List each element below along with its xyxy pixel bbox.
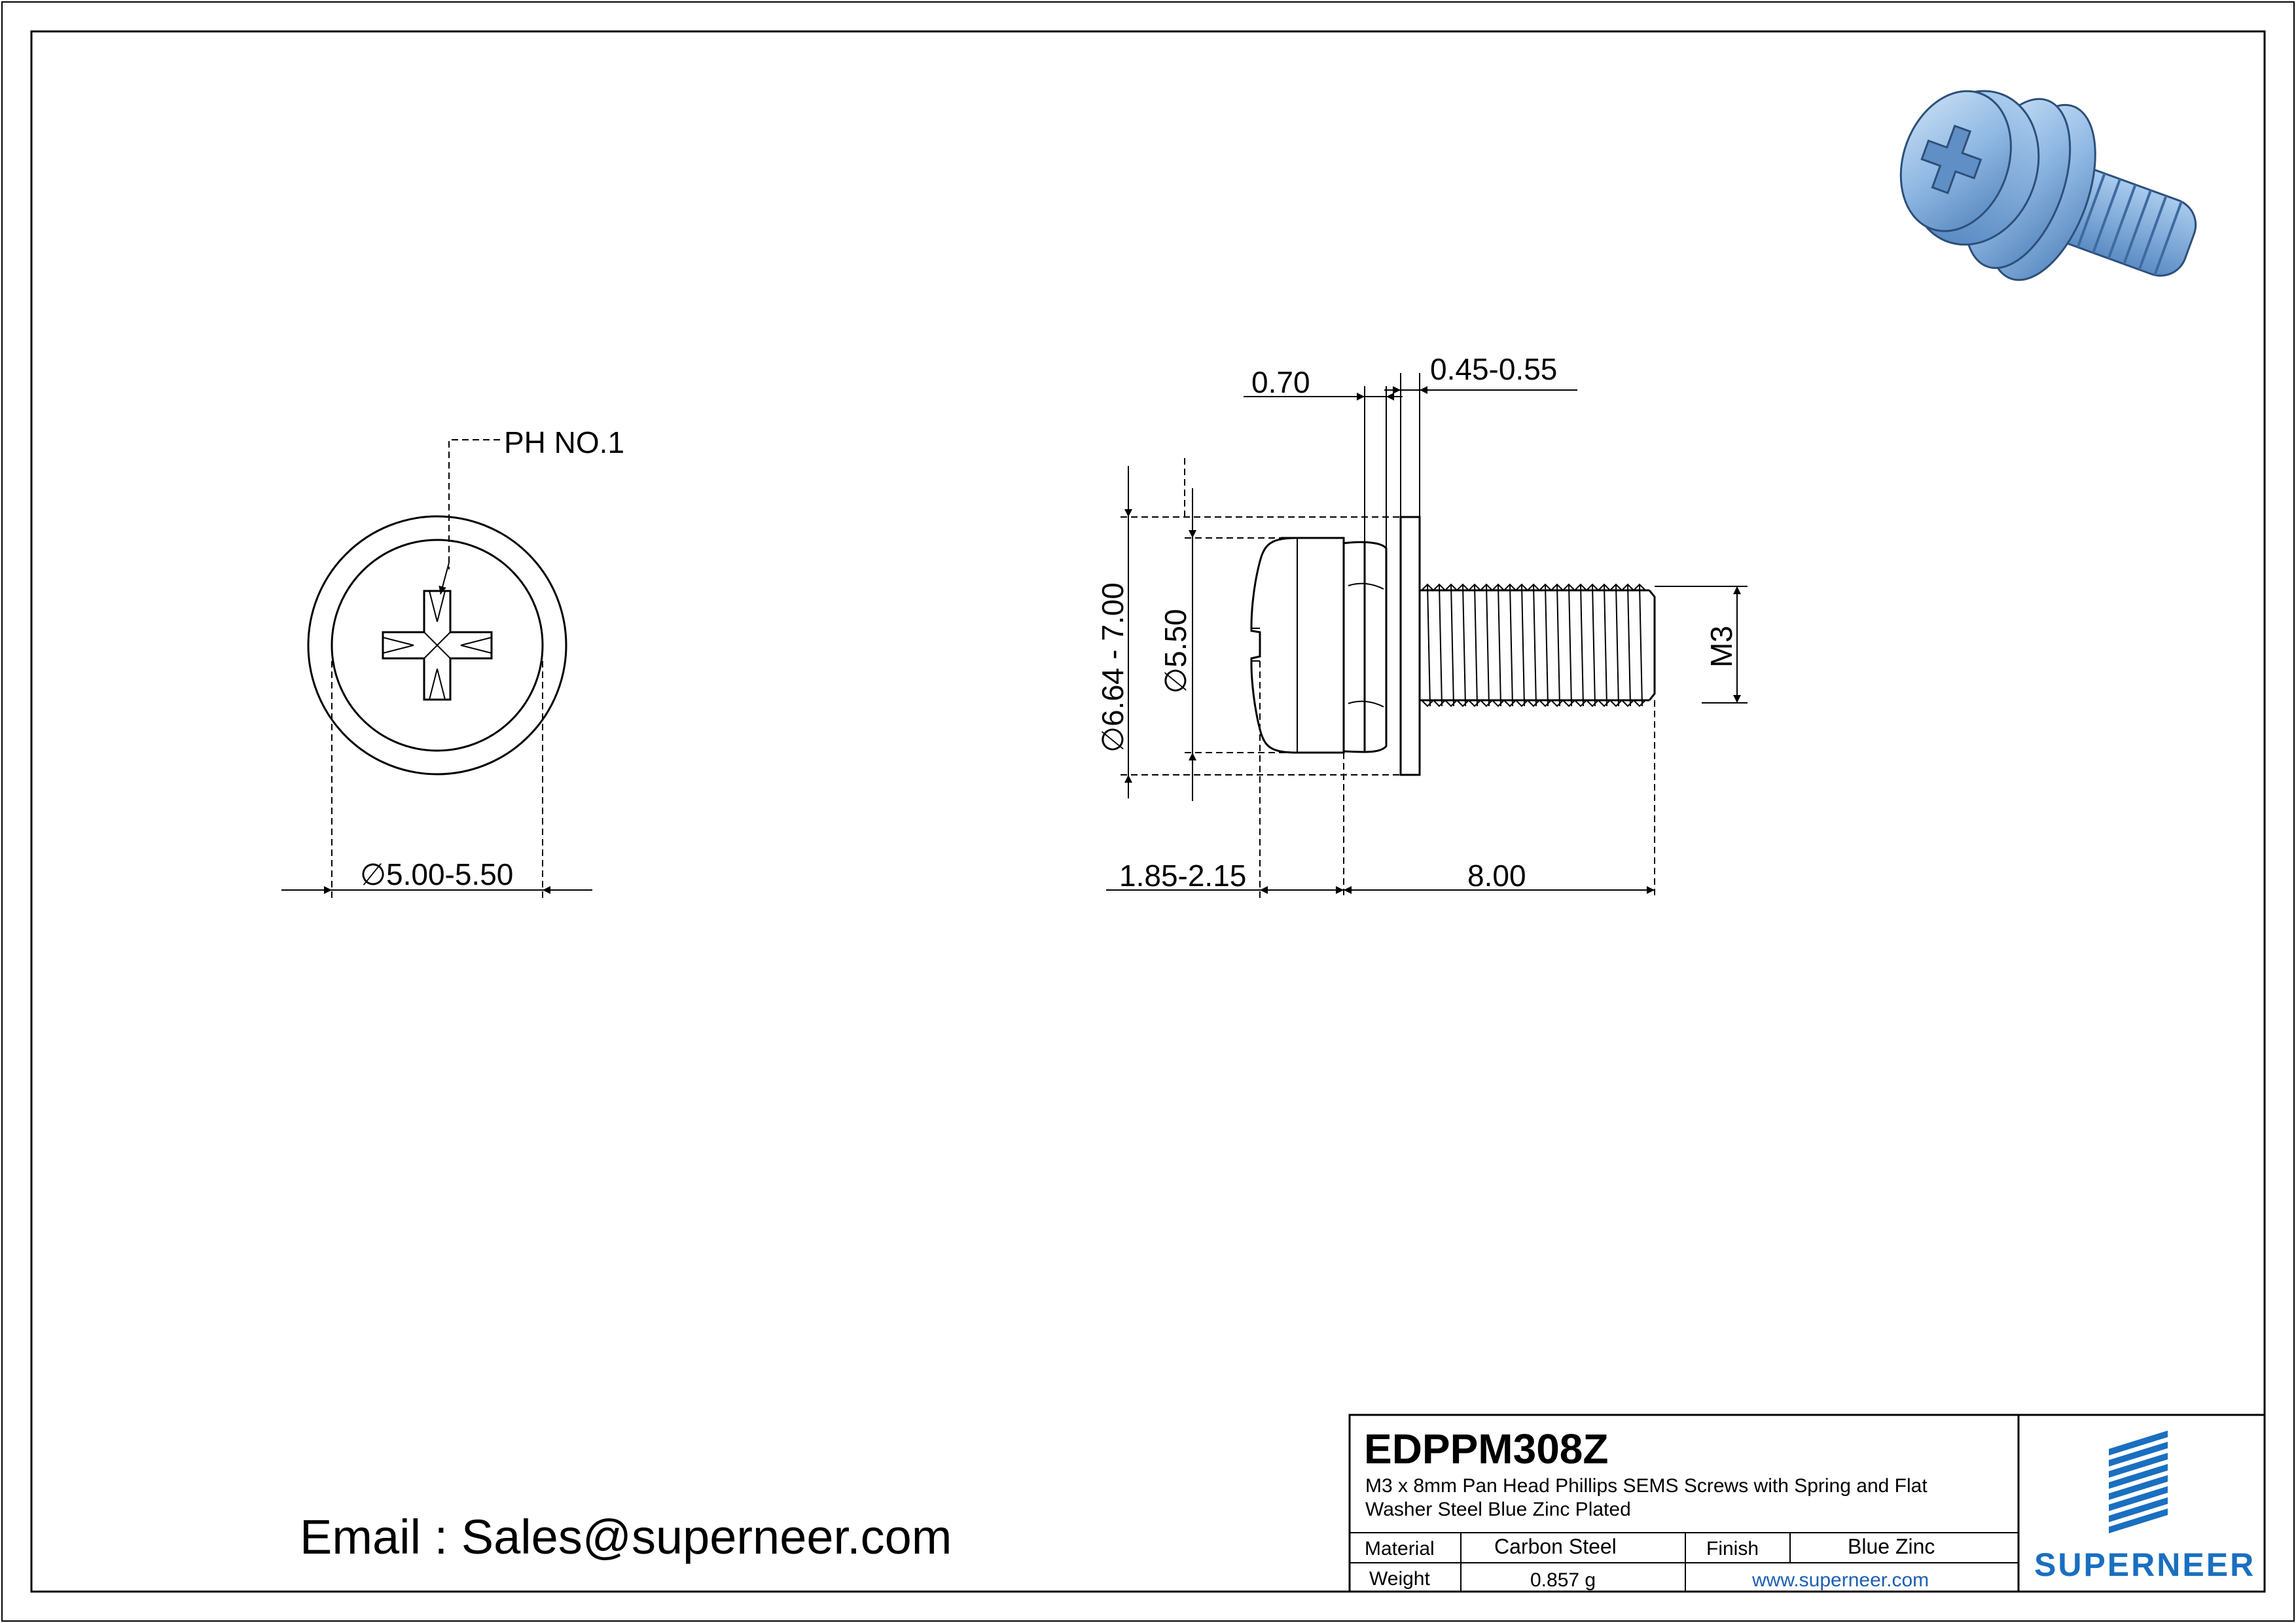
front-view (281, 425, 624, 898)
weight-value: 0.857 g (1530, 1569, 1596, 1591)
screw-length-dim: 8.00 (1467, 859, 1526, 893)
brand-name: SUPERNEER (2034, 1546, 2256, 1583)
washer-od-dim-value: 6.64 - 7.00 (1096, 582, 1130, 726)
washer-od-dim-symbol: ∅ (1096, 726, 1130, 753)
head-diameter-dim-value: 5.50 (1158, 609, 1193, 668)
washer-od-dim (1096, 582, 1130, 753)
phillips-drive-label: PH NO.1 (504, 425, 625, 459)
side-view (1251, 517, 1655, 775)
material-value: Carbon Steel (1494, 1535, 1617, 1558)
head-diameter-dim-symbol: ∅ (1158, 667, 1193, 694)
flat-washer (1401, 517, 1420, 775)
part-number: EDPPM308Z (1364, 1425, 1609, 1472)
description-line-2: Washer Steel Blue Zinc Plated (1365, 1499, 1631, 1520)
weight-label: Weight (1369, 1568, 1430, 1590)
outer-border (2, 2, 2294, 1621)
diameter-symbol: ∅ (360, 857, 387, 891)
website-link[interactable]: www.superneer.com (1752, 1569, 1929, 1591)
head-diameter-dim (1158, 609, 1193, 694)
material-label: Material (1365, 1538, 1435, 1560)
head-height-dim: 1.85-2.15 (1119, 859, 1247, 893)
finish-value: Blue Zinc (1848, 1535, 1935, 1558)
thread-size-dim: M3 (1704, 626, 1738, 668)
sems-screw-3d-render (1875, 57, 2221, 332)
superneer-stripes-logo (2109, 1431, 2168, 1533)
spring-washer-thickness-dim: 0.45-0.55 (1430, 352, 1558, 386)
contact-email: Email : Sales@superneer.com (300, 1510, 952, 1564)
description-line-1: M3 x 8mm Pan Head Phillips SEMS Screws with Spring and Flat (1365, 1475, 1928, 1497)
threaded-shank (1420, 584, 1655, 706)
flat-washer-thickness-dim: 0.70 (1251, 365, 1310, 399)
finish-label: Finish (1706, 1538, 1759, 1560)
drawing-border (31, 31, 2265, 1592)
recess-diameter-dim: 5.00-5.50 (386, 857, 514, 891)
title-block (1350, 1415, 2265, 1592)
